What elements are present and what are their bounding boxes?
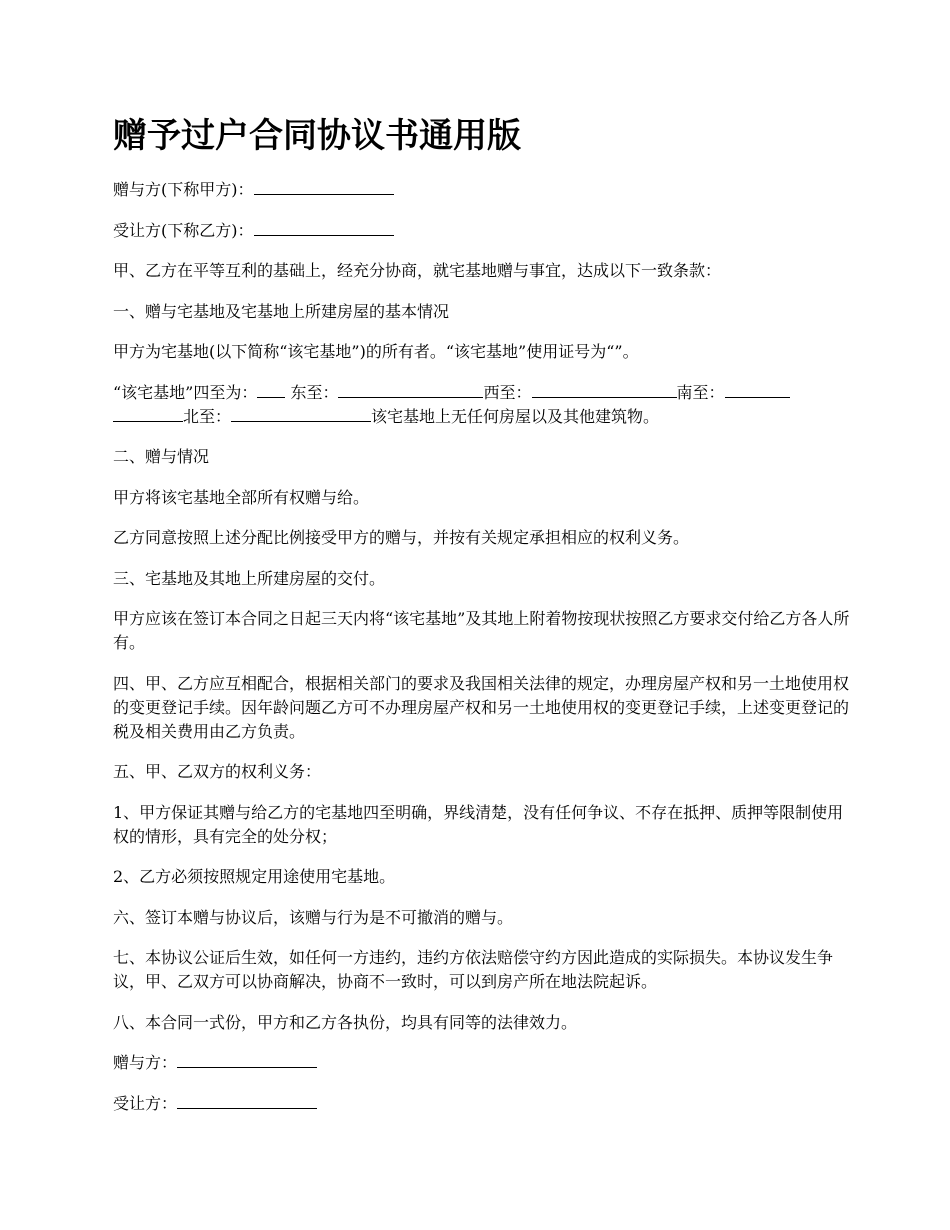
section3-paragraph: 甲方应该在签订本合同之日起三天内将“该宅基地”及其地上附着物按现状按照乙方要求交付给乙方各人所有。 <box>113 609 850 652</box>
section2-heading: 二、赠与情况 <box>113 447 210 466</box>
signature-donor-line <box>113 1051 853 1075</box>
boundary-north-label: 北至： <box>183 406 232 426</box>
section5-item-1: 1、甲方保证其赠与给乙方的宅基地四至明确，界线清楚，没有任何争议、不存在抵押、质押等限制使用权的情形，具有完全的处分权； <box>113 802 844 846</box>
boundary-paragraph <box>113 381 853 429</box>
boundary-west-label: 西至： <box>483 382 532 402</box>
south-blank-continued <box>113 405 183 422</box>
section3-heading: 三、宅基地及其地上所建房屋的交付。 <box>113 568 386 588</box>
section5-heading: 五、甲、乙双方的权利义务： <box>113 762 322 781</box>
boundary-prefix: “该宅基地”四至为： <box>113 382 258 402</box>
section6-paragraph: 六、签订本赠与协议后，该赠与行为是不可撤消的赠与。 <box>113 907 514 927</box>
section1-paragraph: 甲方为宅基地(以下简称“该宅基地”)的所有者。“该宅基地”使用证号为“”。 <box>113 342 639 361</box>
recipient-label: 受让方(下称乙方)： <box>113 220 254 240</box>
west-blank <box>532 381 677 398</box>
recipient-line <box>113 219 853 243</box>
section5-item-2: 2、乙方必须按照规定用途使用宅基地。 <box>113 867 396 886</box>
donor-label: 赠与方(下称甲方)： <box>113 180 254 199</box>
signature-donor-blank <box>177 1051 317 1068</box>
boundary-blank <box>257 381 285 398</box>
signature-recipient-blank <box>177 1092 317 1109</box>
north-blank <box>231 405 371 422</box>
donor-blank <box>254 178 394 195</box>
south-blank <box>725 381 790 398</box>
section8-paragraph: 八、本合同一式份，甲方和乙方各执份，均具有同等的法律效力。 <box>113 1012 578 1032</box>
boundary-suffix: 该宅基地上无任何房屋以及其他建筑物。 <box>371 406 660 426</box>
document-title: 赠予过户合同协议书通用版 <box>113 116 521 156</box>
section2-paragraph-2: 乙方同意按照上述分配比例接受甲方的赠与，并按有关规定承担相应的权利义务。 <box>113 528 690 547</box>
section1-heading: 一、赠与宅基地及宅基地上所建房屋的基本情况 <box>113 301 450 321</box>
boundary-east-label: 东至： <box>290 382 339 402</box>
donor-line <box>113 178 853 202</box>
section4-paragraph: 四、甲、乙方应互相配合，根据相关部门的要求及我国相关法律的规定，办理房屋产权和另一土地使用权的变更登记手续。因年龄问题乙方可不办理房屋产权和另一土地使用权的变更登记手续，上述变更登记的税及相关费用由乙方负责。 <box>113 673 850 741</box>
intro-paragraph: 甲、乙方在平等互利的基础上，经充分协商，就宅基地赠与事宜，达成以下一致条款： <box>113 261 722 280</box>
signature-recipient-label: 受让方： <box>113 1093 178 1113</box>
section2-paragraph-1: 甲方将该宅基地全部所有权赠与给。 <box>113 487 370 507</box>
document-page <box>113 112 853 1132</box>
signature-donor-label: 赠与方： <box>113 1053 178 1072</box>
east-blank <box>338 381 483 398</box>
signature-recipient-line <box>113 1092 853 1116</box>
boundary-south-label: 南至： <box>676 382 725 402</box>
section7-paragraph: 七、本协议公证后生效，如任何一方违约，违约方依法赔偿守约方因此造成的实际损失。本协议发生争议，甲、乙双方可以协商解决，协商不一致时，可以到房产所在地法院起诉。 <box>113 948 834 991</box>
recipient-blank <box>254 219 394 236</box>
